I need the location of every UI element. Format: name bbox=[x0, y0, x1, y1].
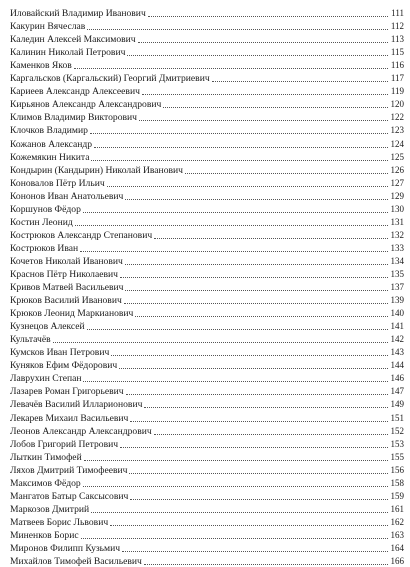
dot-leader bbox=[163, 107, 388, 108]
entry-page-number: 139 bbox=[390, 295, 404, 306]
toc-entry bbox=[10, 215, 404, 228]
entry-page-number: 129 bbox=[390, 190, 404, 201]
toc-entry bbox=[10, 554, 404, 567]
entry-page-number: 143 bbox=[390, 347, 404, 358]
toc-entry bbox=[10, 110, 404, 123]
entry-name: Мангатов Батыр Саксысович bbox=[10, 490, 129, 502]
toc-entry bbox=[10, 450, 404, 463]
entry-name: Кононов Иван Анатольевич bbox=[10, 190, 124, 202]
toc-entry bbox=[10, 319, 404, 332]
dot-leader bbox=[120, 447, 388, 448]
entry-page-number: 124 bbox=[390, 138, 404, 149]
entry-page-number: 142 bbox=[390, 334, 404, 345]
dot-leader bbox=[125, 199, 388, 200]
entry-name: Куняков Ефим Фёдорович bbox=[10, 360, 118, 372]
toc-entry bbox=[10, 410, 404, 423]
dot-leader bbox=[138, 42, 388, 43]
entry-page-number: 113 bbox=[390, 34, 404, 45]
dot-leader bbox=[126, 394, 388, 395]
entry-page-number: 134 bbox=[390, 255, 404, 266]
toc-entry bbox=[10, 397, 404, 410]
dot-leader bbox=[144, 564, 388, 565]
entry-name: Коновалов Пётр Ильич bbox=[10, 177, 105, 189]
toc-entry bbox=[10, 332, 404, 345]
entry-page-number: 123 bbox=[390, 125, 404, 136]
entry-name: Лыткин Тимофей bbox=[10, 451, 82, 463]
toc-entry bbox=[10, 280, 404, 293]
dot-leader bbox=[87, 29, 388, 30]
entry-name: Крюков Василий Иванович bbox=[10, 295, 122, 307]
entry-name: Кочетов Николай Иванович bbox=[10, 255, 123, 267]
dot-leader bbox=[148, 16, 388, 17]
dot-leader bbox=[129, 473, 388, 474]
entry-name: Матвеев Борис Львович bbox=[10, 516, 109, 528]
toc-entry bbox=[10, 189, 404, 202]
entry-page-number: 130 bbox=[390, 203, 404, 214]
toc-entry bbox=[10, 241, 404, 254]
entry-name: Кузнецов Алексей bbox=[10, 321, 85, 333]
toc-entry bbox=[10, 437, 404, 450]
entry-page-number: 149 bbox=[390, 399, 404, 410]
dot-leader bbox=[130, 421, 388, 422]
entry-name: Миненков Борис bbox=[10, 529, 79, 541]
entry-name: Крюков Леонид Маркианович bbox=[10, 308, 134, 320]
toc-entry bbox=[10, 58, 404, 71]
entry-page-number: 152 bbox=[390, 425, 404, 436]
toc-entry bbox=[10, 202, 404, 215]
entry-name: Лекарев Михаил Васильевич bbox=[10, 412, 129, 424]
toc-entry bbox=[10, 45, 404, 58]
entry-page-number: 127 bbox=[390, 177, 404, 188]
toc-entry bbox=[10, 515, 404, 528]
entry-name: Леонов Александр Александрович bbox=[10, 425, 152, 437]
dot-leader bbox=[75, 225, 388, 226]
table-of-contents bbox=[10, 6, 404, 567]
entry-name: Кожанов Александр bbox=[10, 138, 93, 150]
dot-leader bbox=[154, 238, 388, 239]
entry-name: Ляхов Дмитрий Тимофеевич bbox=[10, 464, 128, 476]
dot-leader bbox=[94, 147, 388, 148]
toc-entry bbox=[10, 476, 404, 489]
entry-page-number: 155 bbox=[390, 451, 404, 462]
dot-leader bbox=[130, 499, 388, 500]
entry-name: Костин Леонид bbox=[10, 216, 73, 228]
entry-page-number: 131 bbox=[390, 216, 404, 227]
toc-entry bbox=[10, 345, 404, 358]
toc-entry bbox=[10, 371, 404, 384]
toc-entry bbox=[10, 293, 404, 306]
toc-entry bbox=[10, 163, 404, 176]
entry-name: Кариеев Александр Алексеевич bbox=[10, 86, 140, 98]
dot-leader bbox=[91, 512, 388, 513]
dot-leader bbox=[107, 186, 388, 187]
toc-entry bbox=[10, 97, 404, 110]
dot-leader bbox=[110, 525, 388, 526]
entry-page-number: 140 bbox=[390, 308, 404, 319]
toc-entry bbox=[10, 384, 404, 397]
dot-leader bbox=[139, 120, 388, 121]
entry-page-number: 116 bbox=[390, 60, 404, 71]
dot-leader bbox=[154, 434, 388, 435]
entry-name: Каледин Алексей Максимович bbox=[10, 34, 136, 46]
entry-page-number: 111 bbox=[391, 8, 404, 19]
dot-leader bbox=[84, 460, 388, 461]
dot-leader bbox=[119, 368, 388, 369]
entry-name: Иловайский Владимир Иванович bbox=[10, 8, 146, 20]
entry-name: Маркозов Дмитрий bbox=[10, 503, 90, 515]
toc-entry bbox=[10, 463, 404, 476]
entry-name: Левачёв Василий Илларионович bbox=[10, 399, 143, 411]
dot-leader bbox=[127, 55, 388, 56]
toc-entry bbox=[10, 267, 404, 280]
entry-name: Лобов Григорий Петрович bbox=[10, 438, 119, 450]
entry-page-number: 153 bbox=[390, 438, 404, 449]
toc-entry bbox=[10, 306, 404, 319]
dot-leader bbox=[185, 173, 388, 174]
entry-page-number: 151 bbox=[390, 412, 404, 423]
entry-page-number: 126 bbox=[390, 164, 404, 175]
entry-name: Культачёв bbox=[10, 334, 51, 346]
toc-entry bbox=[10, 71, 404, 84]
entry-name: Лаврухин Степан bbox=[10, 373, 82, 385]
entry-page-number: 133 bbox=[390, 242, 404, 253]
dot-leader bbox=[111, 355, 388, 356]
entry-name: Клочков Владимир bbox=[10, 125, 88, 137]
dot-leader bbox=[83, 381, 388, 382]
dot-leader bbox=[122, 551, 388, 552]
toc-entry bbox=[10, 424, 404, 437]
dot-leader bbox=[83, 486, 388, 487]
entry-name: Кострюков Александр Степанович bbox=[10, 229, 153, 241]
toc-entry bbox=[10, 84, 404, 97]
entry-name: Каргальсков (Каргальский) Георгий Дмитриевич bbox=[10, 73, 210, 85]
entry-page-number: 141 bbox=[390, 321, 404, 332]
entry-page-number: 164 bbox=[390, 542, 404, 553]
toc-entry bbox=[10, 6, 404, 19]
entry-name: Максимов Фёдор bbox=[10, 477, 81, 489]
entry-name: Кострюков Иван bbox=[10, 242, 79, 254]
dot-leader bbox=[87, 329, 388, 330]
dot-leader bbox=[135, 316, 388, 317]
toc-entry bbox=[10, 150, 404, 163]
entry-name: Кривов Матвей Васильевич bbox=[10, 282, 124, 294]
entry-name: Кирьянов Александр Александрович bbox=[10, 99, 162, 111]
dot-leader bbox=[120, 277, 388, 278]
entry-page-number: 166 bbox=[390, 556, 404, 567]
dot-leader bbox=[53, 342, 388, 343]
dot-leader bbox=[125, 264, 388, 265]
entry-page-number: 115 bbox=[390, 47, 404, 58]
toc-entry bbox=[10, 254, 404, 267]
entry-page-number: 125 bbox=[390, 151, 404, 162]
dot-leader bbox=[91, 160, 388, 161]
dot-leader bbox=[144, 407, 388, 408]
entry-name: Миронов Филипп Кузьмич bbox=[10, 542, 121, 554]
toc-entry bbox=[10, 502, 404, 515]
entry-page-number: 159 bbox=[390, 490, 404, 501]
entry-name: Кумсков Иван Петрович bbox=[10, 347, 110, 359]
entry-name: Коршунов Фёдор bbox=[10, 203, 81, 215]
entry-name: Краснов Пётр Николаевич bbox=[10, 268, 118, 280]
entry-name: Кожемякин Никита bbox=[10, 151, 90, 163]
toc-entry bbox=[10, 541, 404, 554]
entry-page-number: 163 bbox=[390, 529, 404, 540]
entry-page-number: 158 bbox=[390, 477, 404, 488]
entry-page-number: 147 bbox=[390, 386, 404, 397]
entry-page-number: 122 bbox=[390, 112, 404, 123]
entry-page-number: 119 bbox=[390, 86, 404, 97]
toc-entry bbox=[10, 123, 404, 136]
entry-page-number: 156 bbox=[390, 464, 404, 475]
dot-leader bbox=[80, 251, 388, 252]
entry-page-number: 144 bbox=[390, 360, 404, 371]
entry-name: Какурин Вячеслав bbox=[10, 21, 86, 33]
dot-leader bbox=[142, 94, 388, 95]
toc-entry bbox=[10, 228, 404, 241]
entry-page-number: 117 bbox=[390, 73, 404, 84]
toc-entry bbox=[10, 489, 404, 502]
dot-leader bbox=[124, 303, 388, 304]
toc-entry bbox=[10, 358, 404, 371]
entry-page-number: 146 bbox=[390, 373, 404, 384]
entry-name: Каменков Яков bbox=[10, 60, 72, 72]
toc-entry bbox=[10, 19, 404, 32]
toc-entry bbox=[10, 136, 404, 149]
toc-entry bbox=[10, 32, 404, 45]
entry-page-number: 112 bbox=[390, 21, 404, 32]
dot-leader bbox=[212, 81, 388, 82]
entry-page-number: 135 bbox=[390, 268, 404, 279]
entry-page-number: 137 bbox=[390, 282, 404, 293]
dot-leader bbox=[125, 290, 388, 291]
entry-name: Климов Владимир Викторович bbox=[10, 112, 137, 124]
entry-name: Лазарев Роман Григорьевич bbox=[10, 386, 124, 398]
entry-page-number: 120 bbox=[390, 99, 404, 110]
dot-leader bbox=[83, 212, 388, 213]
toc-entry bbox=[10, 176, 404, 189]
entry-name: Калинин Николай Петрович bbox=[10, 47, 126, 59]
entry-page-number: 162 bbox=[390, 516, 404, 527]
dot-leader bbox=[90, 133, 388, 134]
entry-page-number: 132 bbox=[390, 229, 404, 240]
entry-name: Михайлов Тимофей Васильевич bbox=[10, 556, 142, 567]
dot-leader bbox=[74, 68, 388, 69]
entry-name: Кондырин (Кандырин) Николай Иванович bbox=[10, 164, 183, 176]
entry-page-number: 161 bbox=[390, 503, 404, 514]
